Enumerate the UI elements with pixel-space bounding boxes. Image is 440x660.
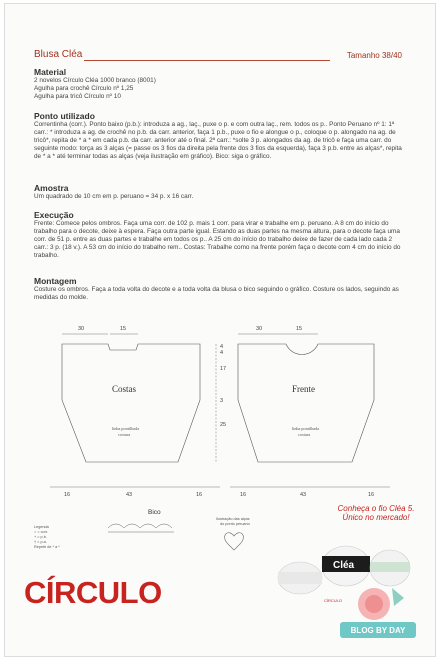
bottom-dim-3: 16 — [196, 492, 203, 498]
material-line: Agulha para tricô Círculo nº 10 — [34, 92, 121, 100]
ponto-title: Ponto utilizado — [34, 111, 95, 121]
frente-seam-sub: costura — [298, 432, 311, 437]
brand-logo: CÍRCULO — [24, 575, 162, 610]
promo-line: Único no mercado! — [342, 513, 410, 522]
page-header — [34, 49, 402, 65]
promo-text — [330, 504, 422, 522]
garment-diagram — [30, 312, 410, 502]
execucao-body: Frente: Comece pelos ombros. Faça uma corr. de 102 p. mais 1 corr. para virar e trabalhe em p. peruano. A 8 cm do início do trabalho para o decote, deixe à espera. Faça outra parte igual. Estando as duas partes na mesma altura, para o decote faça uma corr. de 51 p. entre as duas partes e trabalhe em todos os p.. A 25 cm do início do trabalho deixe de fazer de cada lado cada 2 carr.: 3 p. (18 v.). A 53 cm do início do trabalho rem.. Costas: Trabalhe como na frente porém faça o decote com 4 cm do início do trabalho. — [34, 220, 403, 259]
montagem-body: Costure os ombros. Faça a toda volta do decote e a toda volta da blusa o bico seguindo o gráfico. Costure os lados, seguindo as medidas do molde. — [34, 286, 401, 301]
costas-label: Costas — [112, 384, 137, 394]
bottom-dim-6: 16 — [368, 492, 375, 498]
product-label: Cléa — [333, 560, 355, 571]
illustration-label: do ponto peruano — [220, 522, 250, 526]
bico-title: Bico — [148, 509, 161, 516]
frente-label: Frente — [292, 384, 315, 394]
product-sub: CÍRCULO — [324, 598, 343, 603]
bottom-dim-2: 43 — [126, 492, 133, 498]
bottom-dim-4: 16 — [240, 492, 247, 498]
stitch-illustration — [225, 533, 244, 550]
execucao-section — [34, 210, 404, 260]
costas-seam-label: linha pontilhada — [112, 426, 140, 431]
costas-piece — [62, 344, 200, 462]
frente-top-dim-1: 30 — [256, 326, 263, 332]
side-dim-1: 4 — [220, 344, 224, 350]
illustration-label: Ilustração das alças — [216, 517, 250, 521]
dimension-lines — [50, 334, 390, 487]
amostra-title: Amostra — [34, 183, 69, 193]
side-dim-2: 4 — [220, 350, 224, 356]
costas-top-dim-1: 30 — [78, 326, 85, 332]
header-rule — [84, 60, 330, 61]
execucao-title: Execução — [34, 210, 74, 220]
promo-line: Conheça o fio Cléa 5. — [337, 504, 415, 513]
material-line: 2 novelos Círculo Cléa 1000 branco (8001) — [34, 77, 156, 84]
ponto-section — [34, 111, 404, 161]
side-dim-3: 17 — [220, 366, 227, 372]
bottom-dim-1: 16 — [64, 492, 71, 498]
material-title: Material — [34, 67, 67, 77]
montagem-section — [34, 276, 404, 302]
costas-top-dim-2: 15 — [120, 326, 127, 332]
pattern-title: Blusa Cléa — [34, 49, 83, 60]
material-section — [34, 67, 404, 101]
amostra-body: Um quadrado de 10 cm em p. peruano = 34 p. x 16 carr. — [34, 193, 194, 200]
side-dim-4: 3 — [220, 398, 224, 404]
side-dim-5: 25 — [220, 422, 227, 428]
frente-top-dim-2: 15 — [296, 326, 303, 332]
pattern-size: Tamanho 38/40 — [346, 51, 402, 60]
frente-piece — [238, 344, 374, 462]
bico-chart — [108, 524, 174, 532]
montagem-title: Montagem — [34, 276, 77, 286]
leaf-icon — [392, 588, 404, 606]
legend-item: + = p.b. — [34, 535, 47, 539]
ponto-body: Correntinha (corr.). Ponto baixo (p.b.): introduza a ag., laç., puxe o p. e com outra laç., rem. todos os p.. Ponto Peruano nº 1: 1ª carr.: * introduza a ag. de crochê no p.b. da carr. anterior, faça 1 p.b., puxe o fio e alongue o p., coloque o p. alongado na ag. de tricô*, repita de * a * em cada p.b. da carr. anterior até o final. 2ª carr.: *solte 3 p. alongados da ag. de tricô e faça uma carr. do seguinte modo: torça as 3 alças (= passe os 3 fios da direita pela frente dos 3 fios da esquerda), faça 3 p.b. entre as alças*, repita de * a * até terminar todas as alças (veja ilustração em gráfico). Bico: siga o gráfico. — [34, 121, 404, 160]
blog-badge-label: BLOG BY DAY — [350, 626, 406, 635]
frente-seam-label: linha pontilhada — [292, 426, 320, 431]
legend-item: Repetir de * a * — [34, 545, 60, 549]
legend-item: † = p.a. — [34, 540, 47, 544]
material-line: Agulha para crochê Círculo nº 1,25 — [34, 84, 134, 92]
blog-badge — [336, 578, 428, 648]
amostra-section — [34, 183, 404, 201]
legend-item: ○ = corr. — [34, 530, 49, 534]
bottom-dim-5: 43 — [300, 492, 307, 498]
legend-title: Legenda — [34, 525, 49, 529]
costas-seam-sub: costura — [118, 432, 131, 437]
